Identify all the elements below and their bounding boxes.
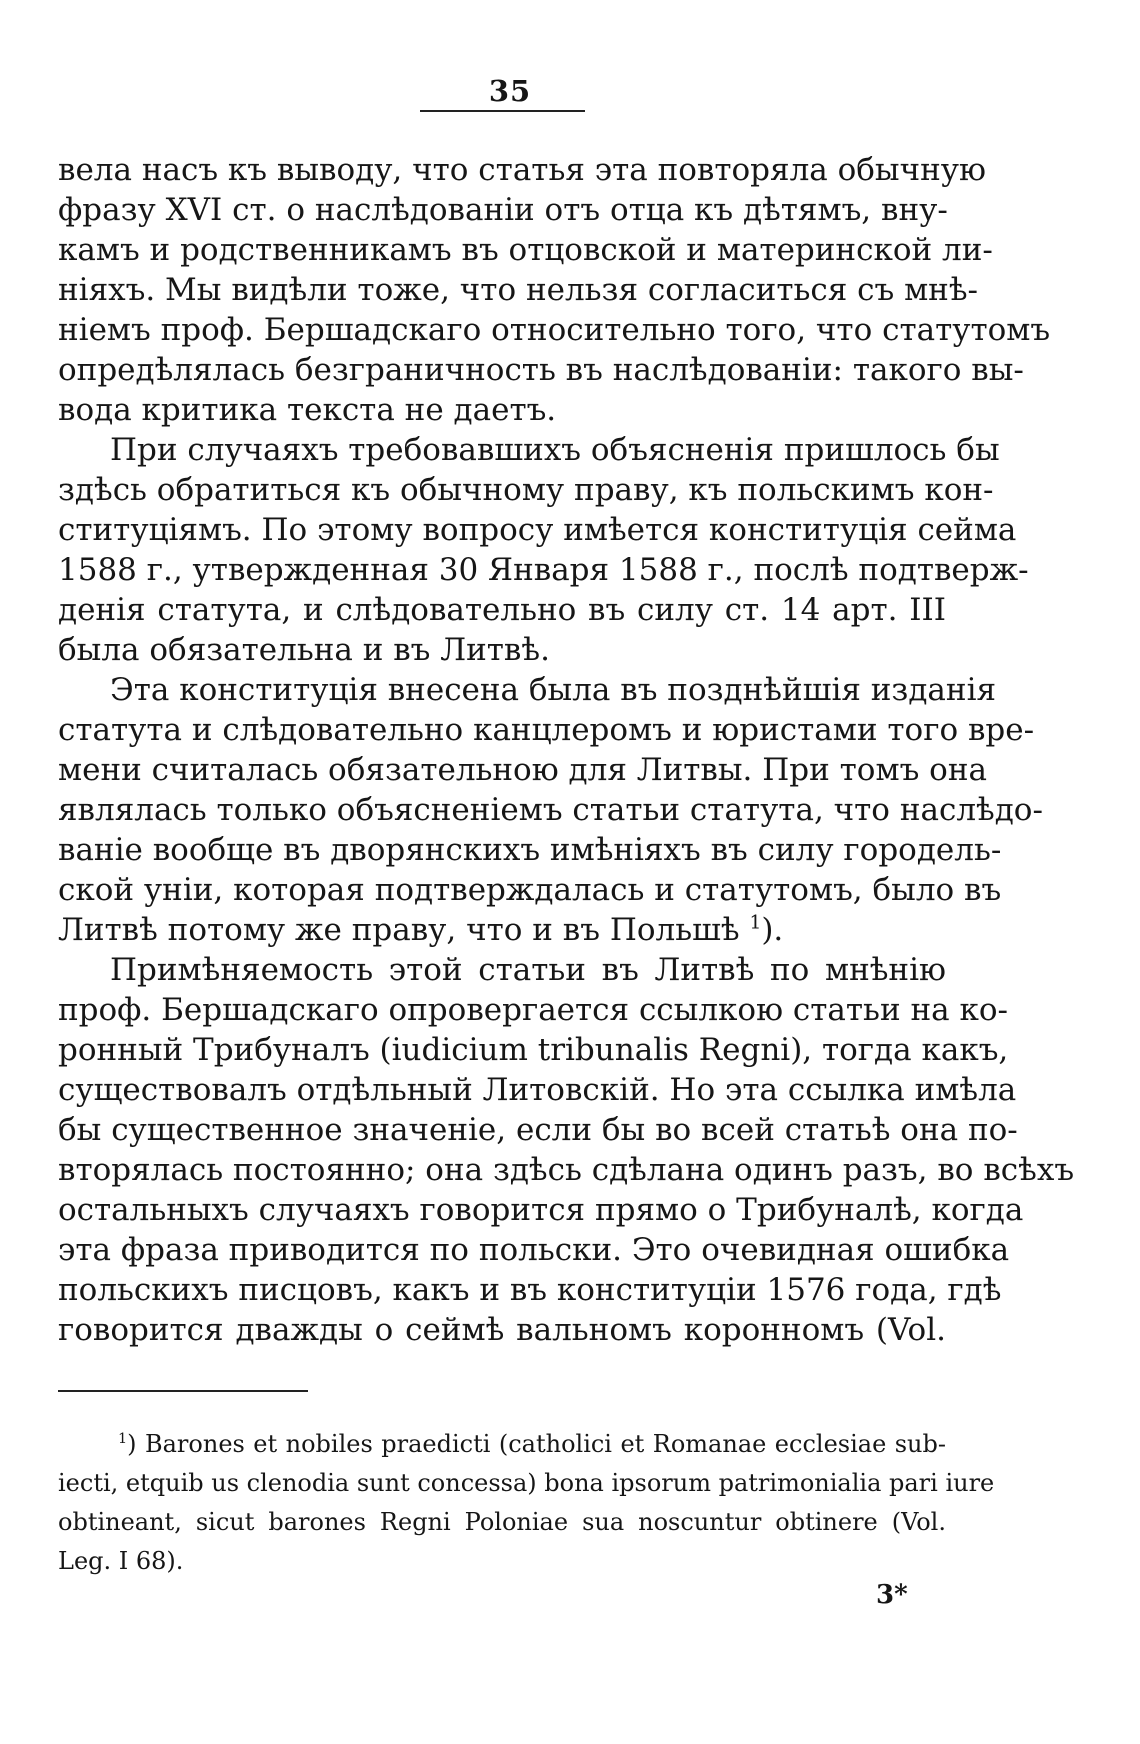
text-line-tail: ). [761, 912, 784, 948]
text-line: ніяхъ. Мы видѣли тоже, что нельзя согласиться съ мнѣ- [58, 272, 979, 308]
text-line: Эта конституція внесена была въ позднѣйшія изданія [110, 672, 997, 708]
footnote-line [58, 1425, 946, 1464]
signature-mark: 3* [876, 1580, 908, 1610]
text-line: При случаяхъ требовавшихъ объясненія пришлось бы [110, 432, 1000, 468]
page-number: 35 [488, 74, 532, 108]
text-line: 1588 г., утвержденная 30 Января 1588 г., послѣ подтверж- [58, 552, 1029, 588]
text-line: ронный Трибуналъ (iudicium tribunalis Regni), тогда какъ, [58, 1032, 1009, 1068]
footnote-rule [58, 1390, 308, 1392]
text-line: эта фраза приводится по польски. Это очевидная ошибка [58, 1232, 1010, 1268]
text-line: говорится дважды о сеймѣ вальномъ коронномъ (Vol. [58, 1312, 946, 1348]
paragraph-1 [58, 150, 1051, 430]
footnote-marker: 1 [118, 1431, 128, 1447]
footnote-line: Leg. I 68). [58, 1547, 184, 1575]
paragraph-2 [58, 430, 1029, 670]
text-line: денія статута, и слѣдовательно въ силу ст. 14 арт. III [58, 592, 946, 628]
text-line: была обязательна и въ Литвѣ. [58, 632, 550, 668]
text-line: существовалъ отдѣльный Литовскій. Но эта ссылка имѣла [58, 1072, 1017, 1108]
text-line: проф. Бершадскаго опровергается ссылкою статьи на ко- [58, 992, 1008, 1028]
text-line: вода критика текста не даетъ. [58, 392, 557, 428]
footnote-text: ) Barones et nobiles praedicti (catholici et Romanae ecclesiae sub- [127, 1430, 946, 1458]
paragraph-4 [58, 950, 1075, 1350]
text-line: ституціямъ. По этому вопросу имѣется конституція сейма [58, 512, 1017, 548]
text-line: камъ и родственникамъ въ отцовской и материнской ли- [58, 232, 993, 268]
text-line-content: Литвѣ потому же праву, что и въ Польшѣ [58, 912, 740, 948]
text-line [58, 910, 946, 950]
body-text [58, 150, 1075, 1350]
footnote-line: obtineant, sicut barones Regni Poloniae sua noscuntur obtinere (Vol. [58, 1508, 946, 1536]
text-line: опредѣлялась безграничность въ наслѣдованіи: такого вы- [58, 352, 1024, 388]
text-line: ніемъ проф. Бершадскаго относительно того, что статутомъ [58, 312, 1051, 348]
footnotes [58, 1425, 995, 1581]
text-line: статута и слѣдовательно канцлеромъ и юристами того вре- [58, 712, 1035, 748]
text-line: мени считалась обязательною для Литвы. При томъ она [58, 752, 987, 788]
header-rule [420, 110, 585, 112]
text-line: здѣсь обратиться къ обычному праву, къ польскимъ кон- [58, 472, 994, 508]
text-line: остальныхъ случаяхъ говорится прямо о Трибуналѣ, когда [58, 1192, 1024, 1228]
text-line: вторялась постоянно; она здѣсь сдѣлана одинъ разъ, во всѣхъ [58, 1152, 1075, 1188]
footnote-reference[interactable]: 1 [749, 912, 762, 934]
text-line: являлась только объясненіемъ статьи статута, что наслѣдо- [58, 792, 1043, 828]
text-line: Примѣняемость этой статьи въ Литвѣ по мнѣнію [110, 952, 946, 988]
footnote-line: iecti, etquib us clenodia sunt concessa) bona ipsorum patrimonialia pari iure [58, 1469, 995, 1497]
text-line: вела насъ къ выводу, что статья эта повторяла обычную [58, 152, 986, 188]
paragraph-3 [58, 670, 1043, 950]
text-line: ской уніи, которая подтверждалась и статутомъ, было въ [58, 872, 1002, 908]
text-line: фразу XVI ст. о наслѣдованіи отъ отца къ дѣтямъ, вну- [58, 192, 948, 228]
text-line: ваніе вообще въ дворянскихъ имѣніяхъ въ силу городель- [58, 832, 1002, 868]
text-line: бы существенное значеніе, если бы во всей статьѣ она по- [58, 1112, 1018, 1148]
text-line: польскихъ писцовъ, какъ и въ конституціи 1576 года, гдѣ [58, 1272, 1002, 1308]
